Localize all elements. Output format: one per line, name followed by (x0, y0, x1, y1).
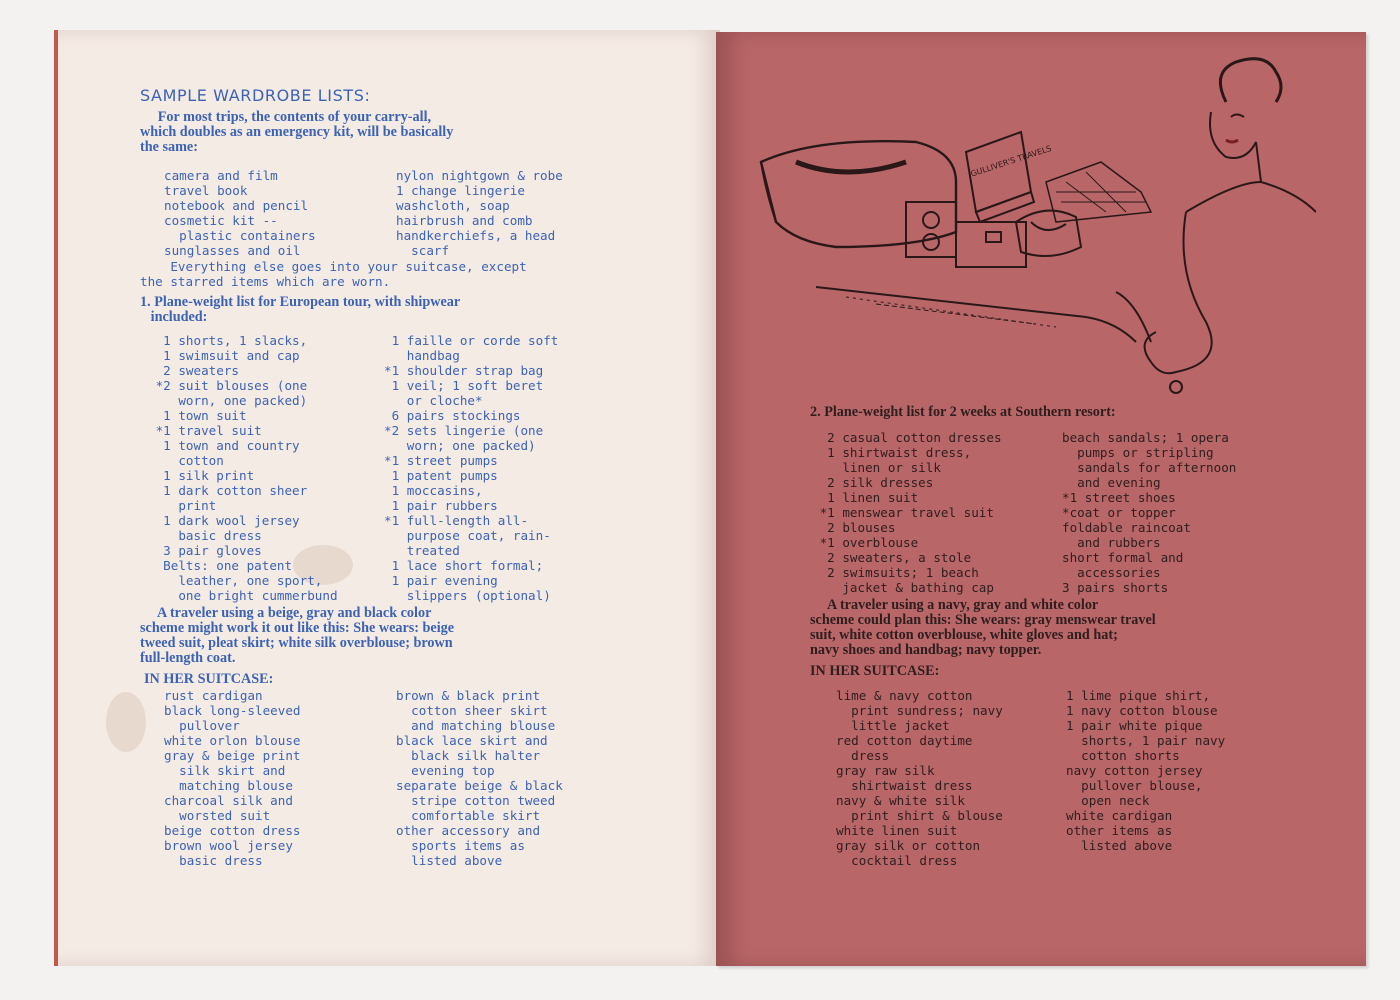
list2-col2: beach sandals; 1 opera pumps or stripling sandals for afternoon and evening *1 street shoes *coat or topper foldable raincoat and rubbers short formal and accessories 3 pairs shorts (1062, 430, 1237, 595)
list2-col1: 2 casual cotton dresses 1 shirtwaist dress, linen or silk 2 silk dresses 1 linen suit *1 menswear travel suit 2 blouses *1 overblouse 2 sweaters, a stole 2 swimsuits; 1 beach jacket & bathing cap (819, 430, 1002, 595)
list1-col2: 1 faille or corde soft handbag *1 shoulder strap bag 1 veil; 1 soft beret or cloche* 6 pairs stockings *2 sets lingerie (one worn; one packed) *1 street pumps 1 patent pumps 1 moccasins, 1 pair rubbers *1 full-length all- purpose coat, rain- treated 1 lace short formal; 1 pair evening slippers (optional) (384, 333, 559, 603)
right-page (716, 32, 1366, 966)
list1-title: 1. Plane-weight list for European tour, with shipwear included: (140, 294, 461, 325)
carryall-list-col1: camera and film travel book notebook and pencil cosmetic kit -- plastic containers sunglasses and oil (164, 168, 316, 258)
list1-col1: 1 shorts, 1 slacks, 1 swimsuit and cap 2 sweaters *2 suit blouses (one worn, one packed) 1 town suit *1 travel suit 1 town and country cotton 1 silk print 1 dark cotton sheer print 1 dark wool jersey basic dress 3 pair gloves Belts: one patent leather, one sport, one bright cummerbund (155, 333, 338, 603)
suitcase-note: Everything else goes into your suitcase, except the starred items which are worn. (140, 259, 527, 289)
carryall-list-col2: nylon nightgown & robe 1 change lingerie washcloth, soap hairbrush and comb handkerchiefs, a head scarf (396, 168, 563, 258)
page-heading: SAMPLE WARDROBE LISTS: (140, 86, 371, 105)
suitcase-col1: rust cardigan black long-sleeved pullover white orlon blouse gray & beige print silk skirt and matching blouse charcoal silk and worsted suit beige cotton dress brown wool jersey basic dress (164, 688, 301, 868)
suitcase-col2-2: 1 lime pique shirt, 1 navy cotton blouse 1 pair white pique shorts, 1 pair navy cotton shorts navy cotton jersey pullover blouse, open neck white cardigan other items as listed above (1066, 688, 1226, 853)
woman-packing-illustration (756, 42, 1316, 412)
intro-paragraph: For most trips, the contents of your carry-all, which doubles as an emergency kit, will be basically the same: (140, 109, 454, 155)
suitcase-col1-2: lime & navy cotton print sundress; navy little jacket red cotton daytime dress gray raw silk shirtwaist dress navy & white silk print shirt & blouse white linen suit gray silk or cotton cocktail dress (836, 688, 1003, 868)
booklet-spread (48, 28, 1370, 972)
traveler-paragraph: A traveler using a beige, gray and black color scheme might work it out like this: She wears: beige tweed suit, pleat skirt; white silk overblouse; brown full-length coat. (140, 605, 455, 666)
traveler-paragraph-2: A traveler using a navy, gray and white color scheme could plan this: She wears: gray menswear travel suit, white cotton overblouse, white gloves and hat; navy shoes and handbag; navy topper. (810, 597, 1156, 658)
list2-title: 2. Plane-weight list for 2 weeks at Southern resort: (810, 404, 1116, 420)
suitcase-col2: brown & black print cotton sheer skirt and matching blouse black lace skirt and black silk halter evening top separate beige & black stripe cotton tweed comfortable skirt other accessory and sports items as listed above (396, 688, 563, 868)
book-title: GULLIVER'S TRAVELS (969, 143, 1053, 179)
suitcase-heading-2: IN HER SUITCASE: (810, 663, 940, 679)
left-page (54, 30, 720, 966)
suitcase-heading: IN HER SUITCASE: (144, 671, 274, 687)
paper-stain (106, 692, 146, 752)
